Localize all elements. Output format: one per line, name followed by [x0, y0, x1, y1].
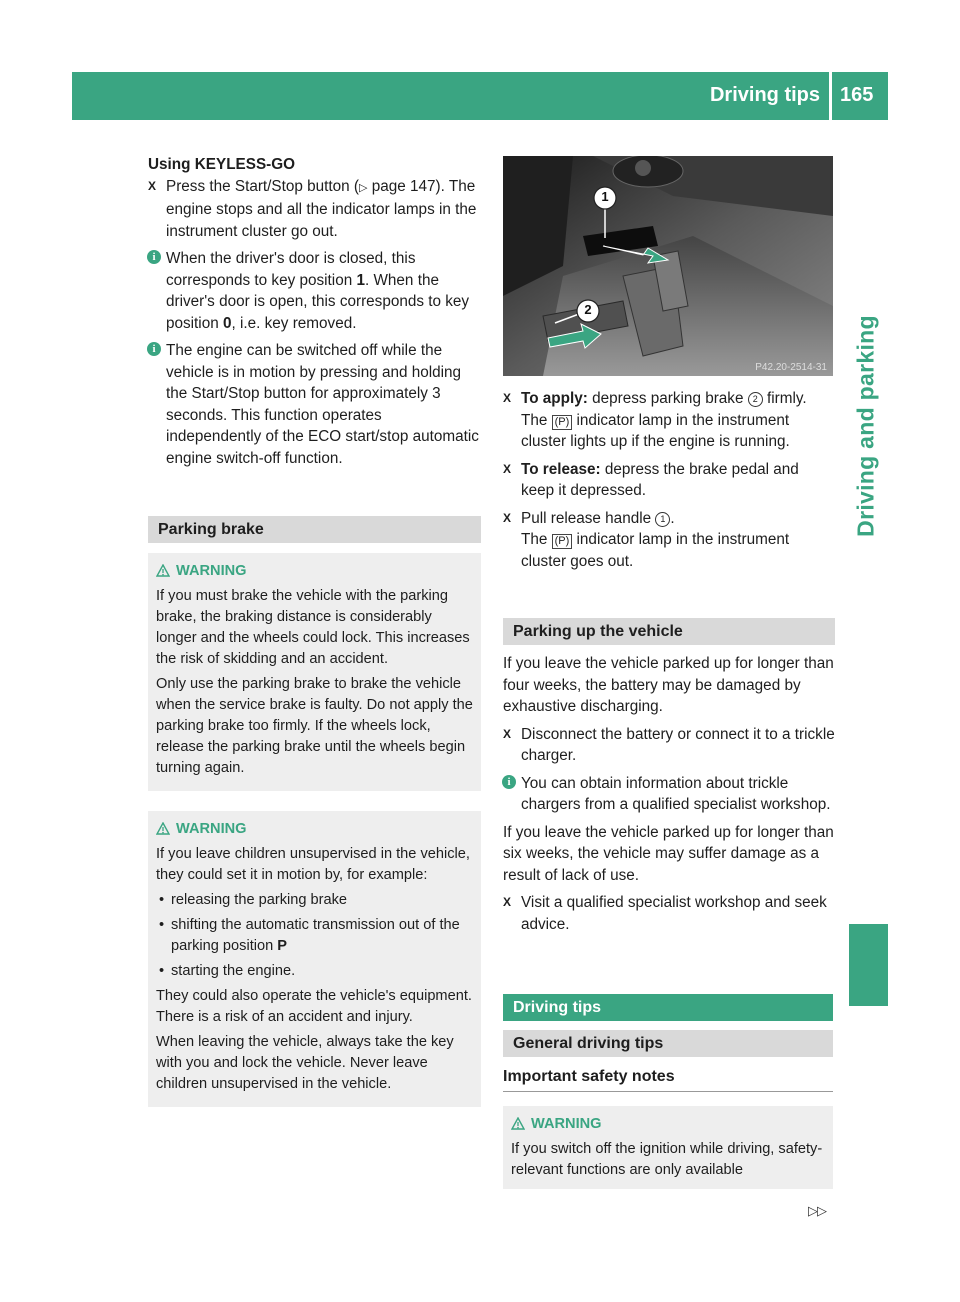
warning-text: If you leave children unsupervised in the vehicle, they could set it in motion by, for example:	[156, 846, 470, 883]
warning-text: If you must brake the vehicle with the parking brake, the braking distance is considerably longer and the wheels could lock. This increases the risk of skidding and an accident.	[156, 588, 470, 667]
paragraph: If you leave the vehicle parked up for longer than four weeks, the battery may be damaged by exhaustive discharging.	[503, 655, 834, 715]
warning-text: When leaving the vehicle, always take the key with you and lock the vehicle. Never leave children unsupervised in the vehicle.	[156, 1034, 454, 1092]
warning-triangle-icon	[511, 1117, 525, 1130]
parking-brake-lamp-icon: (P)	[552, 415, 573, 430]
info-trickle-charger: i You can obtain information about trickle chargers from a qualified specialist workshop.	[503, 773, 835, 816]
info-key-position: i When the driver's door is closed, this corresponds to key position 1. When the driver's door is open, this corresponds to key position 0, i.e. key removed.	[148, 248, 481, 334]
step-disconnect-battery: X Disconnect the battery or connect it to a trickle charger.	[503, 725, 835, 764]
step-pull-handle: X Pull release handle 1 . The (P) indicator lamp in the instrument cluster goes out.	[503, 509, 790, 570]
page-number: 165	[840, 84, 874, 106]
figure-code: P42.20-2514-31	[755, 362, 827, 373]
side-chapter-tab	[849, 924, 888, 1006]
warning-triangle-icon	[156, 822, 170, 835]
bullet-item: • shifting the automatic transmission out of the parking position P	[156, 915, 473, 957]
left-column	[148, 154, 481, 475]
warning-triangle-icon	[156, 564, 170, 577]
page-ref-arrow-icon: ▷	[359, 181, 368, 194]
warning-box-children	[148, 811, 481, 1107]
callout-1: 1	[601, 189, 609, 204]
paragraph: If you leave the vehicle parked up for longer than six weeks, the vehicle may suffer damage as a result of lack of use.	[503, 823, 834, 884]
step-marker-icon: X	[503, 510, 512, 525]
step-marker-icon: X	[503, 461, 512, 476]
parking-brake-lamp-icon: (P)	[552, 534, 573, 549]
warning-text: Only use the parking brake to brake the vehicle when the service brake is faulty. Do not apply the parking brake too firmly. If the wheels lock, release the parking brake until the wheels begin turning again.	[156, 676, 473, 776]
parking-up-section	[503, 618, 835, 941]
driving-tips-section	[503, 994, 833, 1189]
important-safety-notes-heading: Important safety notes	[503, 1066, 833, 1092]
driving-tips-heading: Driving tips	[503, 994, 833, 1021]
step-release: X To release: depress the brake pedal and keep it depressed.	[503, 460, 799, 499]
parking-brake-figure	[503, 156, 833, 376]
step-apply: X To apply: depress parking brake 2 firmly. The (P) indicator lamp in the instrument cluster lights up if the engine is running.	[503, 390, 807, 450]
step-press-start-stop: X Press the Start/Stop button (▷ page 147). The engine stops and all the indicator lamps in the instrument cluster go out.	[148, 177, 477, 240]
step-marker-icon: X	[503, 895, 512, 909]
warning-box-ignition	[503, 1106, 833, 1189]
step-visit-workshop: X Visit a qualified specialist workshop and seek advice.	[503, 894, 827, 933]
parking-brake-heading: Parking brake	[148, 516, 481, 543]
step-marker-icon: X	[148, 178, 157, 193]
bullet-item: • starting the engine.	[156, 961, 473, 982]
parking-up-heading: Parking up the vehicle	[503, 618, 835, 645]
callout-ref-1-icon: 1	[655, 512, 670, 527]
step-marker-icon: X	[503, 391, 512, 405]
general-driving-tips-heading: General driving tips	[503, 1030, 833, 1057]
warning-box-parking-brake	[148, 553, 481, 791]
info-icon: i	[147, 342, 161, 356]
callout-2: 2	[584, 302, 592, 317]
info-icon: i	[147, 250, 161, 264]
info-icon: i	[502, 775, 516, 789]
warning-heading: WARNING	[511, 1114, 825, 1135]
right-column-upper	[503, 388, 835, 578]
parking-brake-section	[148, 516, 481, 1107]
warning-text: They could also operate the vehicle's equipment. There is a risk of an accident and injury.	[156, 988, 472, 1025]
parking-brake-illustration	[503, 156, 833, 376]
warning-heading: WARNING	[156, 819, 473, 840]
bullet-item: • releasing the parking brake	[156, 890, 473, 911]
warning-text: If you switch off the ignition while driving, safety-relevant functions are only available	[511, 1140, 823, 1178]
step-marker-icon: X	[503, 726, 512, 741]
continued-marker: ▷▷	[808, 1203, 826, 1218]
callout-ref-2-icon: 2	[748, 392, 763, 407]
header-title: Driving tips	[709, 84, 820, 106]
info-engine-switch-off: i The engine can be switched off while the vehicle is in motion by pressing and holding the Start/Stop button for approximately 3 seconds. This function operates independently of the ECO start/stop automatic engine switch-off function.	[148, 340, 481, 469]
header-separator	[829, 72, 832, 120]
side-chapter-label: Driving and parking	[852, 315, 879, 537]
using-keyless-go-heading: Using KEYLESS-GO	[148, 156, 296, 173]
warning-heading: WARNING	[156, 561, 473, 582]
